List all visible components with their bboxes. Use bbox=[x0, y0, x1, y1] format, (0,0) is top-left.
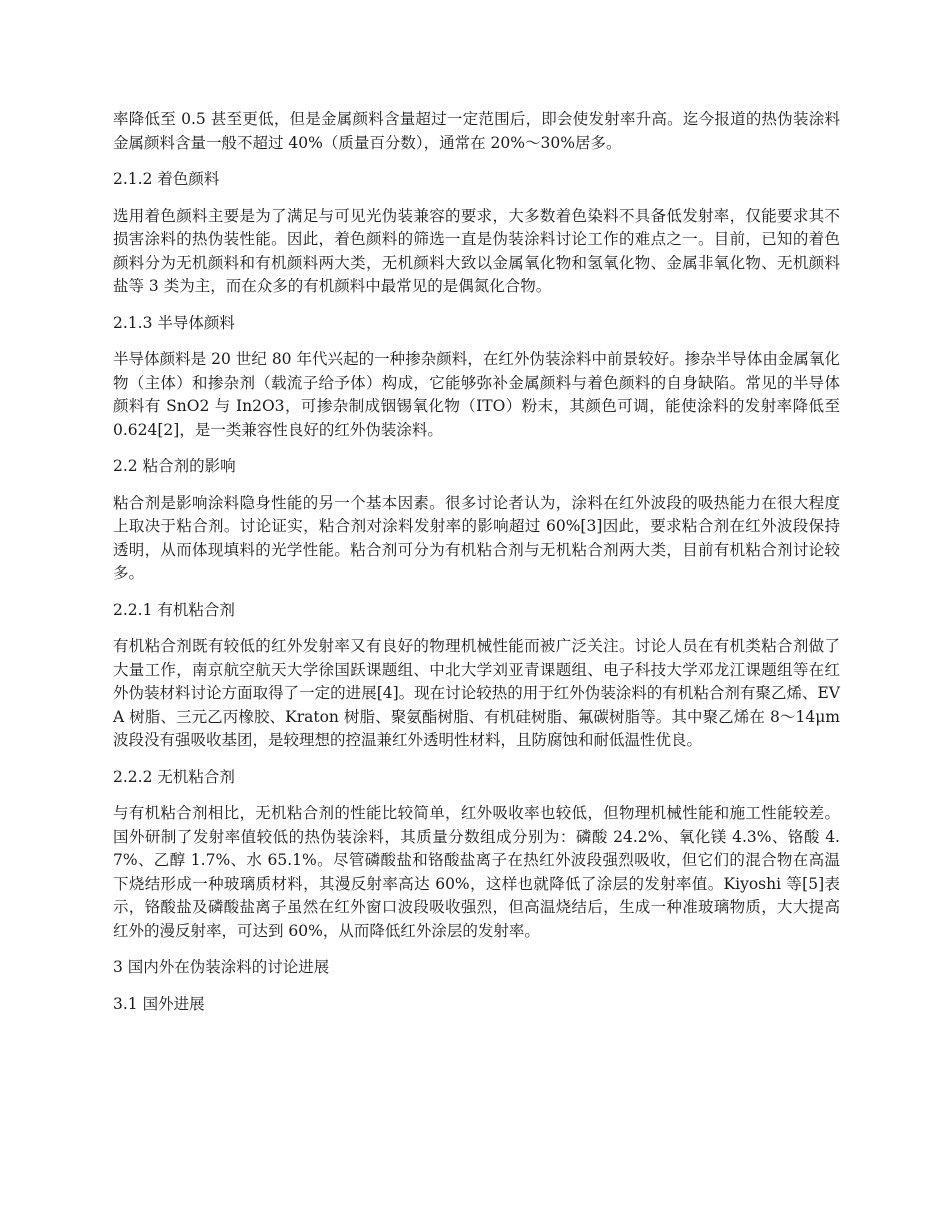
heading-coloring-pigments: 2.1.2 着色颜料 bbox=[113, 170, 220, 188]
heading-research-progress: 3 国内外在伪装涂料的讨论进展 bbox=[113, 958, 330, 976]
heading-organic-binders: 2.2.1 有机粘合剂 bbox=[113, 600, 235, 619]
document-body bbox=[113, 108, 840, 1029]
paragraph-organic-binders: 有机粘合剂既有较低的红外发射率又有良好的物理机械性能而被广泛关注。讨论人员在有机类粘合剂做了大量工作，南京航空航天大学徐国跃课题组、中北大学刘亚青课题组、电子科技大学邓龙江课题组等在红外伪装材料讨论方面取得了一定的进展[4]。现在讨论较热的用于红外伪装涂料的有机粘合剂有聚乙烯、EVA 树脂、三元乙丙橡胶、Kraton 树脂、聚氨酯树脂、有机硅树脂、氟碳树脂等。其中聚乙烯在 8～14μm 波段没有强吸收基团，是较理想的控温兼红外透明性材料，且防腐蚀和耐低温性优良。 bbox=[113, 637, 840, 749]
heading-inorganic-binders: 2.2.2 无机粘合剂 bbox=[113, 767, 235, 786]
paragraph-coloring-pigments: 选用着色颜料主要是为了满足与可见光伪装兼容的要求，大多数着色染料不具备低发射率，仅能要求其不损害涂料的热伪装性能。因此，着色颜料的筛选一直是伪装涂料讨论工作的难点之一。目前，已知的着色颜料分为无机颜料和有机颜料两大类，无机颜料大致以金属氧化物和氢氧化物、金属非氧化物、无机颜料盐等 3 类为主，而在众多的有机颜料中最常见的是偶氮化合物。 bbox=[113, 206, 840, 295]
heading-semiconductor-pigments: 2.1.3 半导体颜料 bbox=[113, 313, 235, 332]
paragraph-semiconductor-pigments: 半导体颜料是 20 世纪 80 年代兴起的一种掺杂颜料，在红外伪装涂料中前景较好。掺杂半导体由金属氧化物（主体）和掺杂剂（载流子给予体）构成，它能够弥补金属颜料与着色颜料的自身缺陷。常见的半导体颜料有 SnO2 与 In2O3，可掺杂制成铟锡氧化物（ITO）粉末，其颜色可调，能使涂料的发射率降低至 0.624[2]，是一类兼容性良好的红外伪装涂料。 bbox=[113, 350, 840, 439]
heading-binder-influence: 2.2 粘合剂的影响 bbox=[113, 457, 236, 475]
heading-foreign-progress: 3.1 国外进展 bbox=[113, 994, 205, 1013]
paragraph-metal-pigment-content: 率降低至 0.5 甚至更低，但是金属颜料含量超过一定范围后，即会使发射率升高。迄今报道的热伪装涂料金属颜料含量一般不超过 40%（质量百分数），通常在 20%～30%居多。 bbox=[113, 110, 840, 152]
paragraph-binder-influence: 粘合剂是影响涂料隐身性能的另一个基本因素。很多讨论者认为，涂料在红外波段的吸热能力在很大程度上取决于粘合剂。讨论证实，粘合剂对涂料发射率的影响超过 60%[3]因此，要求粘合剂在红外波段保持透明，从而体现填料的光学性能。粘合剂可分为有机粘合剂与无机粘合剂两大类，目前有机粘合剂讨论较多。 bbox=[113, 493, 840, 582]
paragraph-inorganic-binders: 与有机粘合剂相比，无机粘合剂的性能比较简单，红外吸收率也较低，但物理机械性能和施工性能较差。国外研制了发射率值较低的热伪装涂料，其质量分数组成分别为：磷酸 24.2%、氧化镁 4.3%、铬酸 4.7%、乙醇 1.7%、水 65.1%。尽管磷酸盐和铬酸盐离子在热红外波段强烈吸收，但它们的混合物在高温下烧结形成一种玻璃质材料，其漫反射率高达 60%，这样也就降低了涂层的发射率值。Kiyoshi 等[5]表示，铬酸盐及磷酸盐离子虽然在红外窗口波段吸收强烈，但高温烧结后，生成一种准玻璃物质，大大提高红外的漫反射率，可达到 60%，从而降低红外涂层的发射率。 bbox=[113, 804, 840, 940]
